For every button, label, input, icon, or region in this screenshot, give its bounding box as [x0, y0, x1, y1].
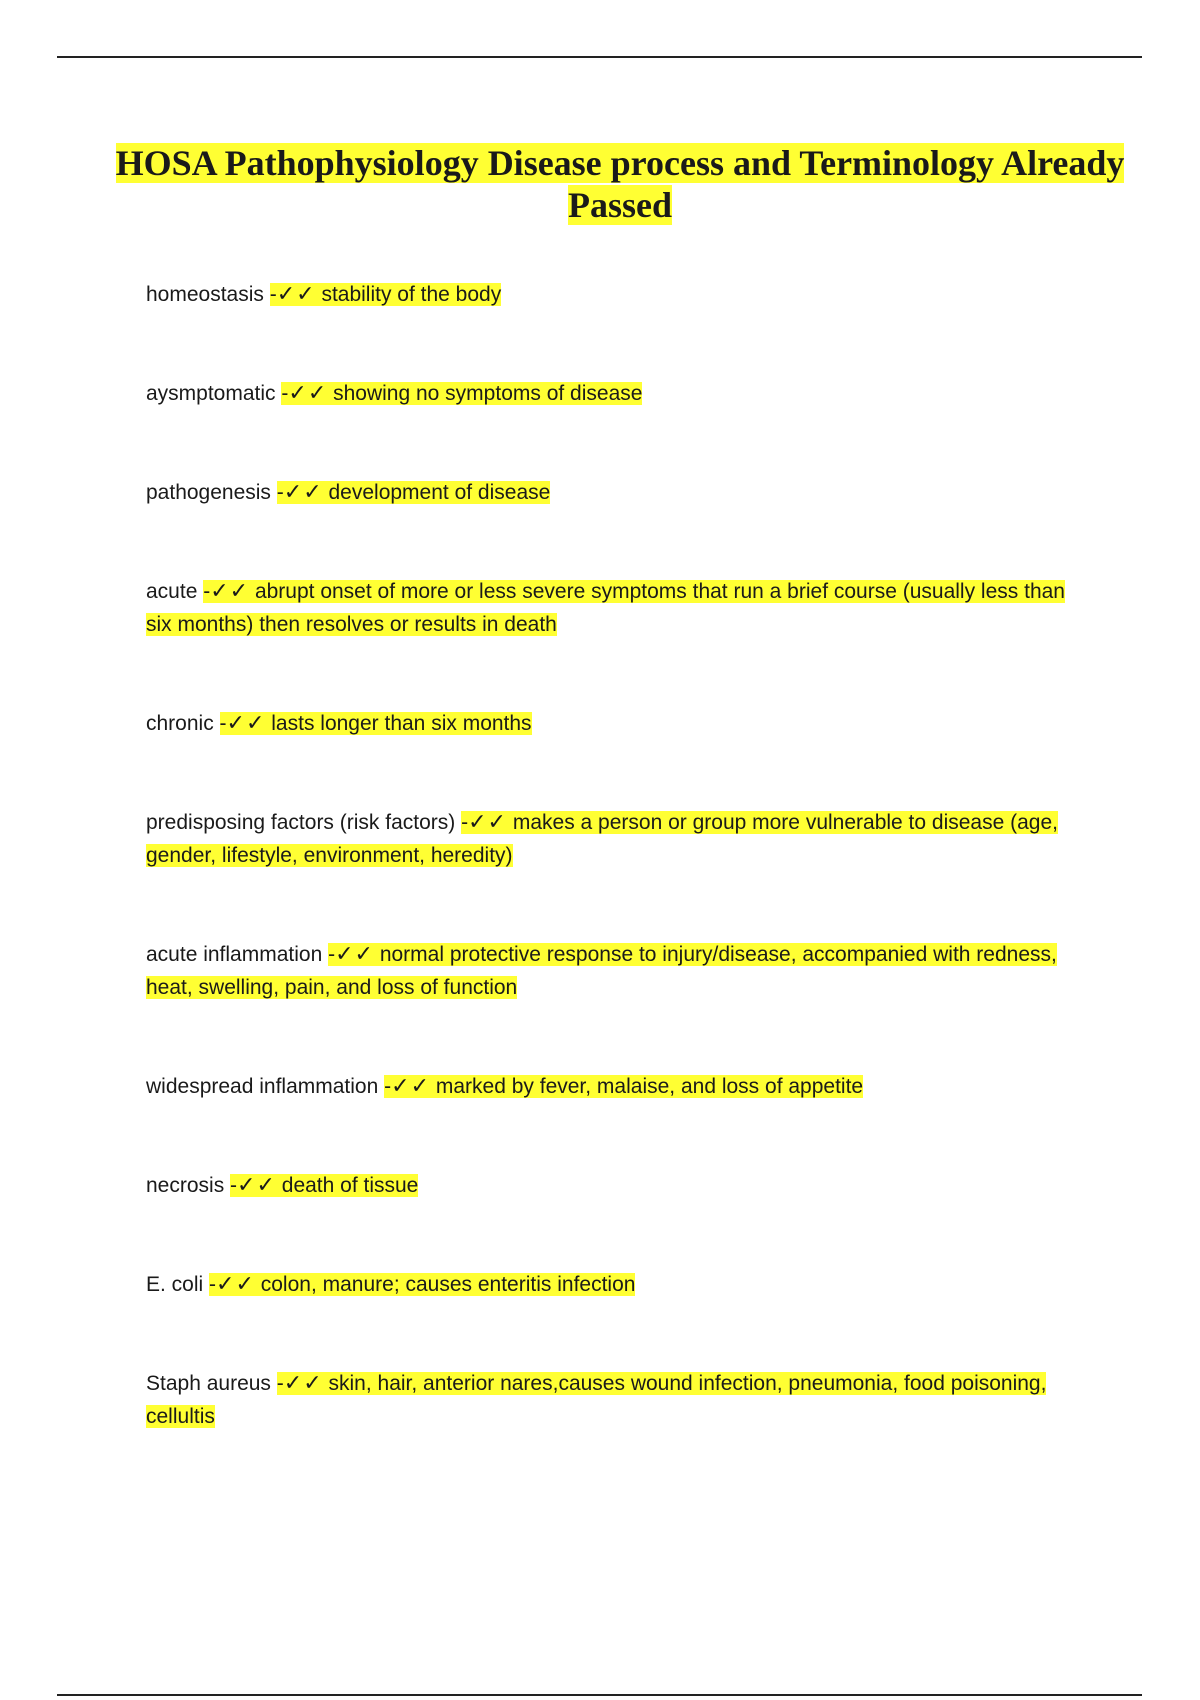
- separator-dash: -: [209, 1273, 217, 1296]
- check-icon: ✓✓: [468, 810, 507, 835]
- term-definition: [384, 1075, 863, 1098]
- term-label: necrosis: [146, 1174, 225, 1197]
- definition-text: makes a person or group more vulnerable to disease (age, gender, lifestyle, environment, heredity): [146, 811, 1058, 867]
- definition-text: death of tissue: [281, 1174, 419, 1197]
- separator-dash: -: [269, 283, 277, 306]
- separator-dash: -: [203, 580, 211, 603]
- check-icon: ✓✓: [216, 1272, 255, 1297]
- check-icon: ✓✓: [283, 1371, 323, 1396]
- top-rule: [57, 56, 1142, 58]
- separator-dash: -: [384, 1075, 392, 1098]
- check-icon: ✓✓: [391, 1074, 431, 1099]
- separator-dash: -: [276, 481, 284, 504]
- term-entry: [146, 1268, 1076, 1301]
- term-entry: [146, 575, 1076, 641]
- term-entry: [146, 707, 1076, 740]
- term-definition: [220, 712, 532, 735]
- term-label: pathogenesis: [146, 481, 271, 504]
- term-definition: [146, 580, 1065, 636]
- term-definition: [277, 481, 551, 504]
- term-label: Staph aureus: [146, 1372, 271, 1395]
- term-entry: [146, 278, 1076, 311]
- check-icon: ✓✓: [276, 282, 316, 307]
- term-label: homeostasis: [146, 283, 264, 306]
- check-icon: ✓✓: [335, 942, 374, 967]
- separator-dash: -: [461, 811, 469, 834]
- definition-text: skin, hair, anterior nares,causes wound infection, pneumonia, food poisoning, cellultis: [146, 1372, 1047, 1428]
- term-label: chronic: [146, 712, 214, 735]
- separator-dash: -: [219, 712, 227, 735]
- term-entry: [146, 476, 1076, 509]
- separator-dash: -: [281, 382, 289, 405]
- definition-text: showing no symptoms of disease: [333, 382, 643, 405]
- separator-dash: -: [276, 1372, 284, 1395]
- definition-text: colon, manure; causes enteritis infection: [260, 1273, 636, 1296]
- definition-text: development of disease: [328, 481, 551, 504]
- term-definition: [281, 382, 642, 405]
- term-definition: [209, 1273, 635, 1296]
- term-label: acute: [146, 580, 198, 603]
- term-label: aysmptomatic: [146, 382, 276, 405]
- term-entry: [146, 1070, 1076, 1103]
- bottom-rule: [57, 1694, 1142, 1696]
- term-entry: [146, 1367, 1076, 1433]
- document-title-text: HOSA Pathophysiology Disease process and Terminology Already Passed: [115, 143, 1125, 225]
- term-entry: [146, 938, 1076, 1004]
- check-icon: ✓✓: [210, 579, 250, 604]
- check-icon: ✓✓: [283, 480, 323, 505]
- definition-text: marked by fever, malaise, and loss of appetite: [435, 1075, 864, 1098]
- term-label: widespread inflammation: [146, 1075, 379, 1098]
- separator-dash: -: [230, 1174, 238, 1197]
- term-entry: [146, 1169, 1076, 1202]
- term-label: predisposing factors (risk factors): [146, 811, 456, 834]
- term-definition: [270, 283, 502, 306]
- document-title: [100, 142, 1140, 226]
- term-definition: [230, 1174, 418, 1197]
- term-label: E. coli: [146, 1273, 204, 1296]
- definition-text: abrupt onset of more or less severe symptoms that run a brief course (usually less than six months) then resolves or results in death: [146, 580, 1065, 636]
- separator-dash: -: [328, 943, 336, 966]
- check-icon: ✓✓: [237, 1173, 276, 1198]
- check-icon: ✓✓: [288, 381, 328, 406]
- term-label: acute inflammation: [146, 943, 323, 966]
- term-definition: [146, 1372, 1046, 1428]
- term-entry: [146, 377, 1076, 410]
- definition-text: normal protective response to injury/disease, accompanied with redness, heat, swelling, pain, and loss of function: [146, 943, 1057, 999]
- term-list: [146, 278, 1076, 1499]
- definition-text: stability of the body: [321, 283, 502, 306]
- definition-text: lasts longer than six months: [271, 712, 532, 735]
- check-icon: ✓✓: [226, 711, 266, 736]
- term-entry: [146, 806, 1076, 872]
